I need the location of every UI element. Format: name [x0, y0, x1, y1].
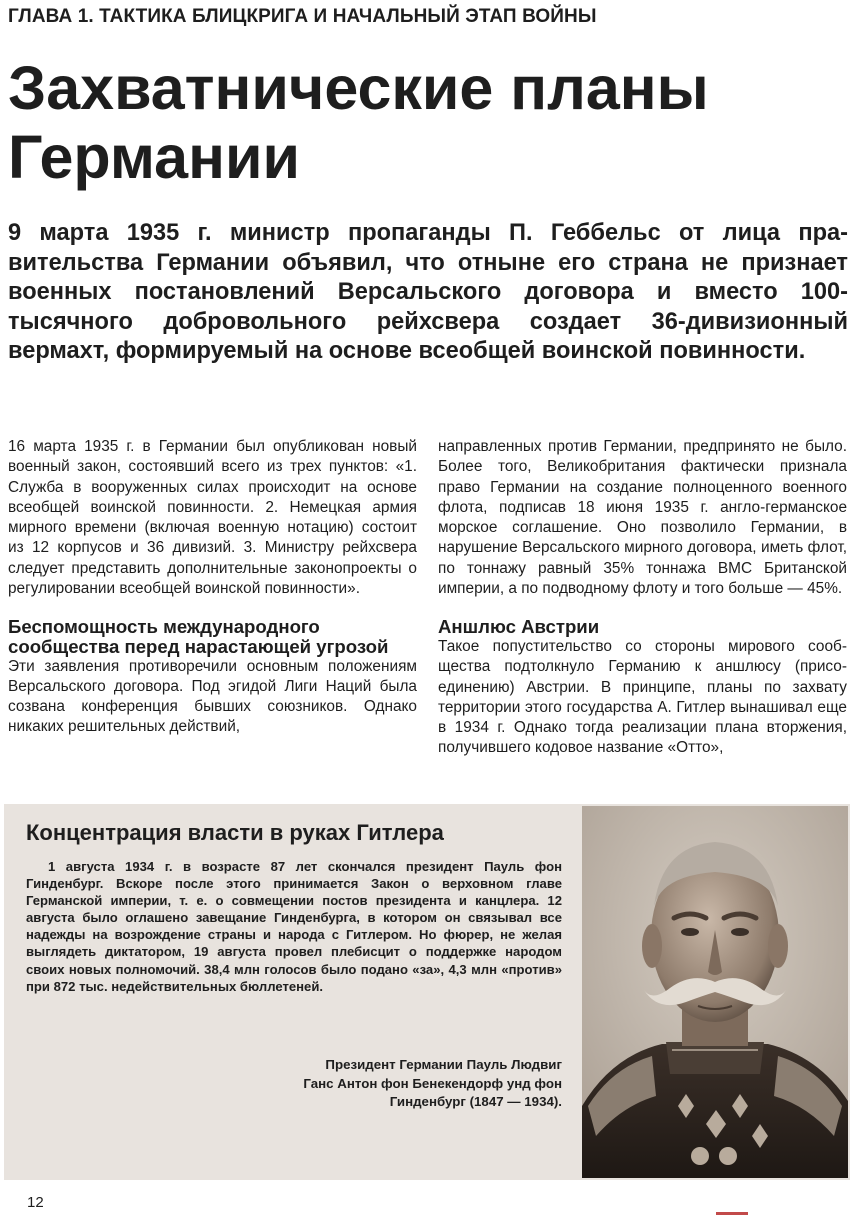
- article-title-line-2: Германии: [8, 123, 300, 191]
- corner-mark: [716, 1212, 748, 1215]
- section-heading-helplessness: Беспомощность международного сообщества перед нарастающей угрозой: [8, 616, 389, 657]
- lead-paragraph: 9 марта 1935 г. министр пропаганды П. Геббельс от лица правительства Германии объявил, что отныне его страна не признает военных постановлений Версальского договора и вместо 100-тысячного добровольного рейхсвера создает 36-дивизионный вермахт, формируемый на основе всеобщей воинской повинности.: [8, 220, 848, 365]
- left-paragraph-1: 16 марта 1935 г. в Германии был опубликован новый военный закон, состоявший всего из трех пунктов: «1. Служба в вооруженных силах происходит на основе всеобщей воинской повинности. 2. Немецкая армия мирного времени (включая военную нотацию) состоит из 12 корпусов и 36 дивизий. 3. Министру рейхсвера следует представить дополнительные законопроекты о регулировании всеобщей воинской повинности».: [8, 438, 417, 598]
- sidebar-box-title: Концентрация власти в руках Гитлера: [26, 820, 444, 845]
- article-title: [8, 54, 848, 192]
- page-number: 12: [27, 1194, 44, 1211]
- photo-caption-line-2: Ганс Антон фон Бенекендорф унд фон: [303, 1075, 562, 1091]
- chapter-header: ГЛАВА 1. ТАКТИКА БЛИЦКРИГА И НАЧАЛЬНЫЙ ЭТАП ВОЙНЫ: [8, 6, 597, 27]
- right-column: [438, 437, 847, 759]
- section-heading-anschluss: Аншлюс Австрии: [438, 616, 600, 638]
- portrait-photo: [582, 806, 848, 1178]
- article-title-line-1: Захватнические планы: [8, 54, 709, 122]
- photo-caption: [250, 1056, 562, 1112]
- right-paragraph-2: Такое попустительство со стороны мирового сообщества подтолкнуло Германию к аншлюсу (присоединению) Австрии. В принципе, планы по захвату территории этого государства А. Гитлер вынашивал еще в 1934 г. Однако тогда реализации плана вторжения, получившего кодовое название «Отто»,: [438, 637, 847, 757]
- left-column: [8, 437, 417, 738]
- right-paragraph-1: направленных против Германии, предпринято не было. Более того, Великобритания фактически признала право Германии на создание полноценного военного флота, подписав 18 июня 1935 г. англо-германское морское соглашение. Оно позволило Германии, в нарушение Версальского мирного договора, иметь флот, по тоннажу равный 35% тоннажа ВМС Британской империи, а по подводному флоту и того больше — 45%.: [438, 438, 847, 598]
- left-paragraph-2: Эти заявления противоречили основным положениям Версальского договора. Под эгидой Лиги Наций была созвана конференция бывших союзников. Однако никаких решительных действий,: [8, 657, 417, 736]
- sidebar-box-text: 1 августа 1934 г. в возрасте 87 лет скончался президент Пауль фон Гинденбург. Вскоре после этого принимается Закон о верховном главе Германской империи, т. е. о совмещении постов президента и канцлера. 12 августа было оглашено завещание Гинденбурга, в котором он связывал все надежды на возрождение страны и народа с Гитлером. Но фюрер, не желая выглядеть диктатором, 19 августа провел плебисцит о поддержке народом своих новых полномочий. 38,4 млн голосов было подано «за», 4,3 млн «против» при 872 тыс. недействительных бюллетеней.: [26, 859, 562, 994]
- photo-caption-line-1: Президент Германии Пауль Людвиг: [325, 1057, 562, 1072]
- photo-caption-line-3: Гинденбург (1847 — 1934).: [389, 1094, 562, 1109]
